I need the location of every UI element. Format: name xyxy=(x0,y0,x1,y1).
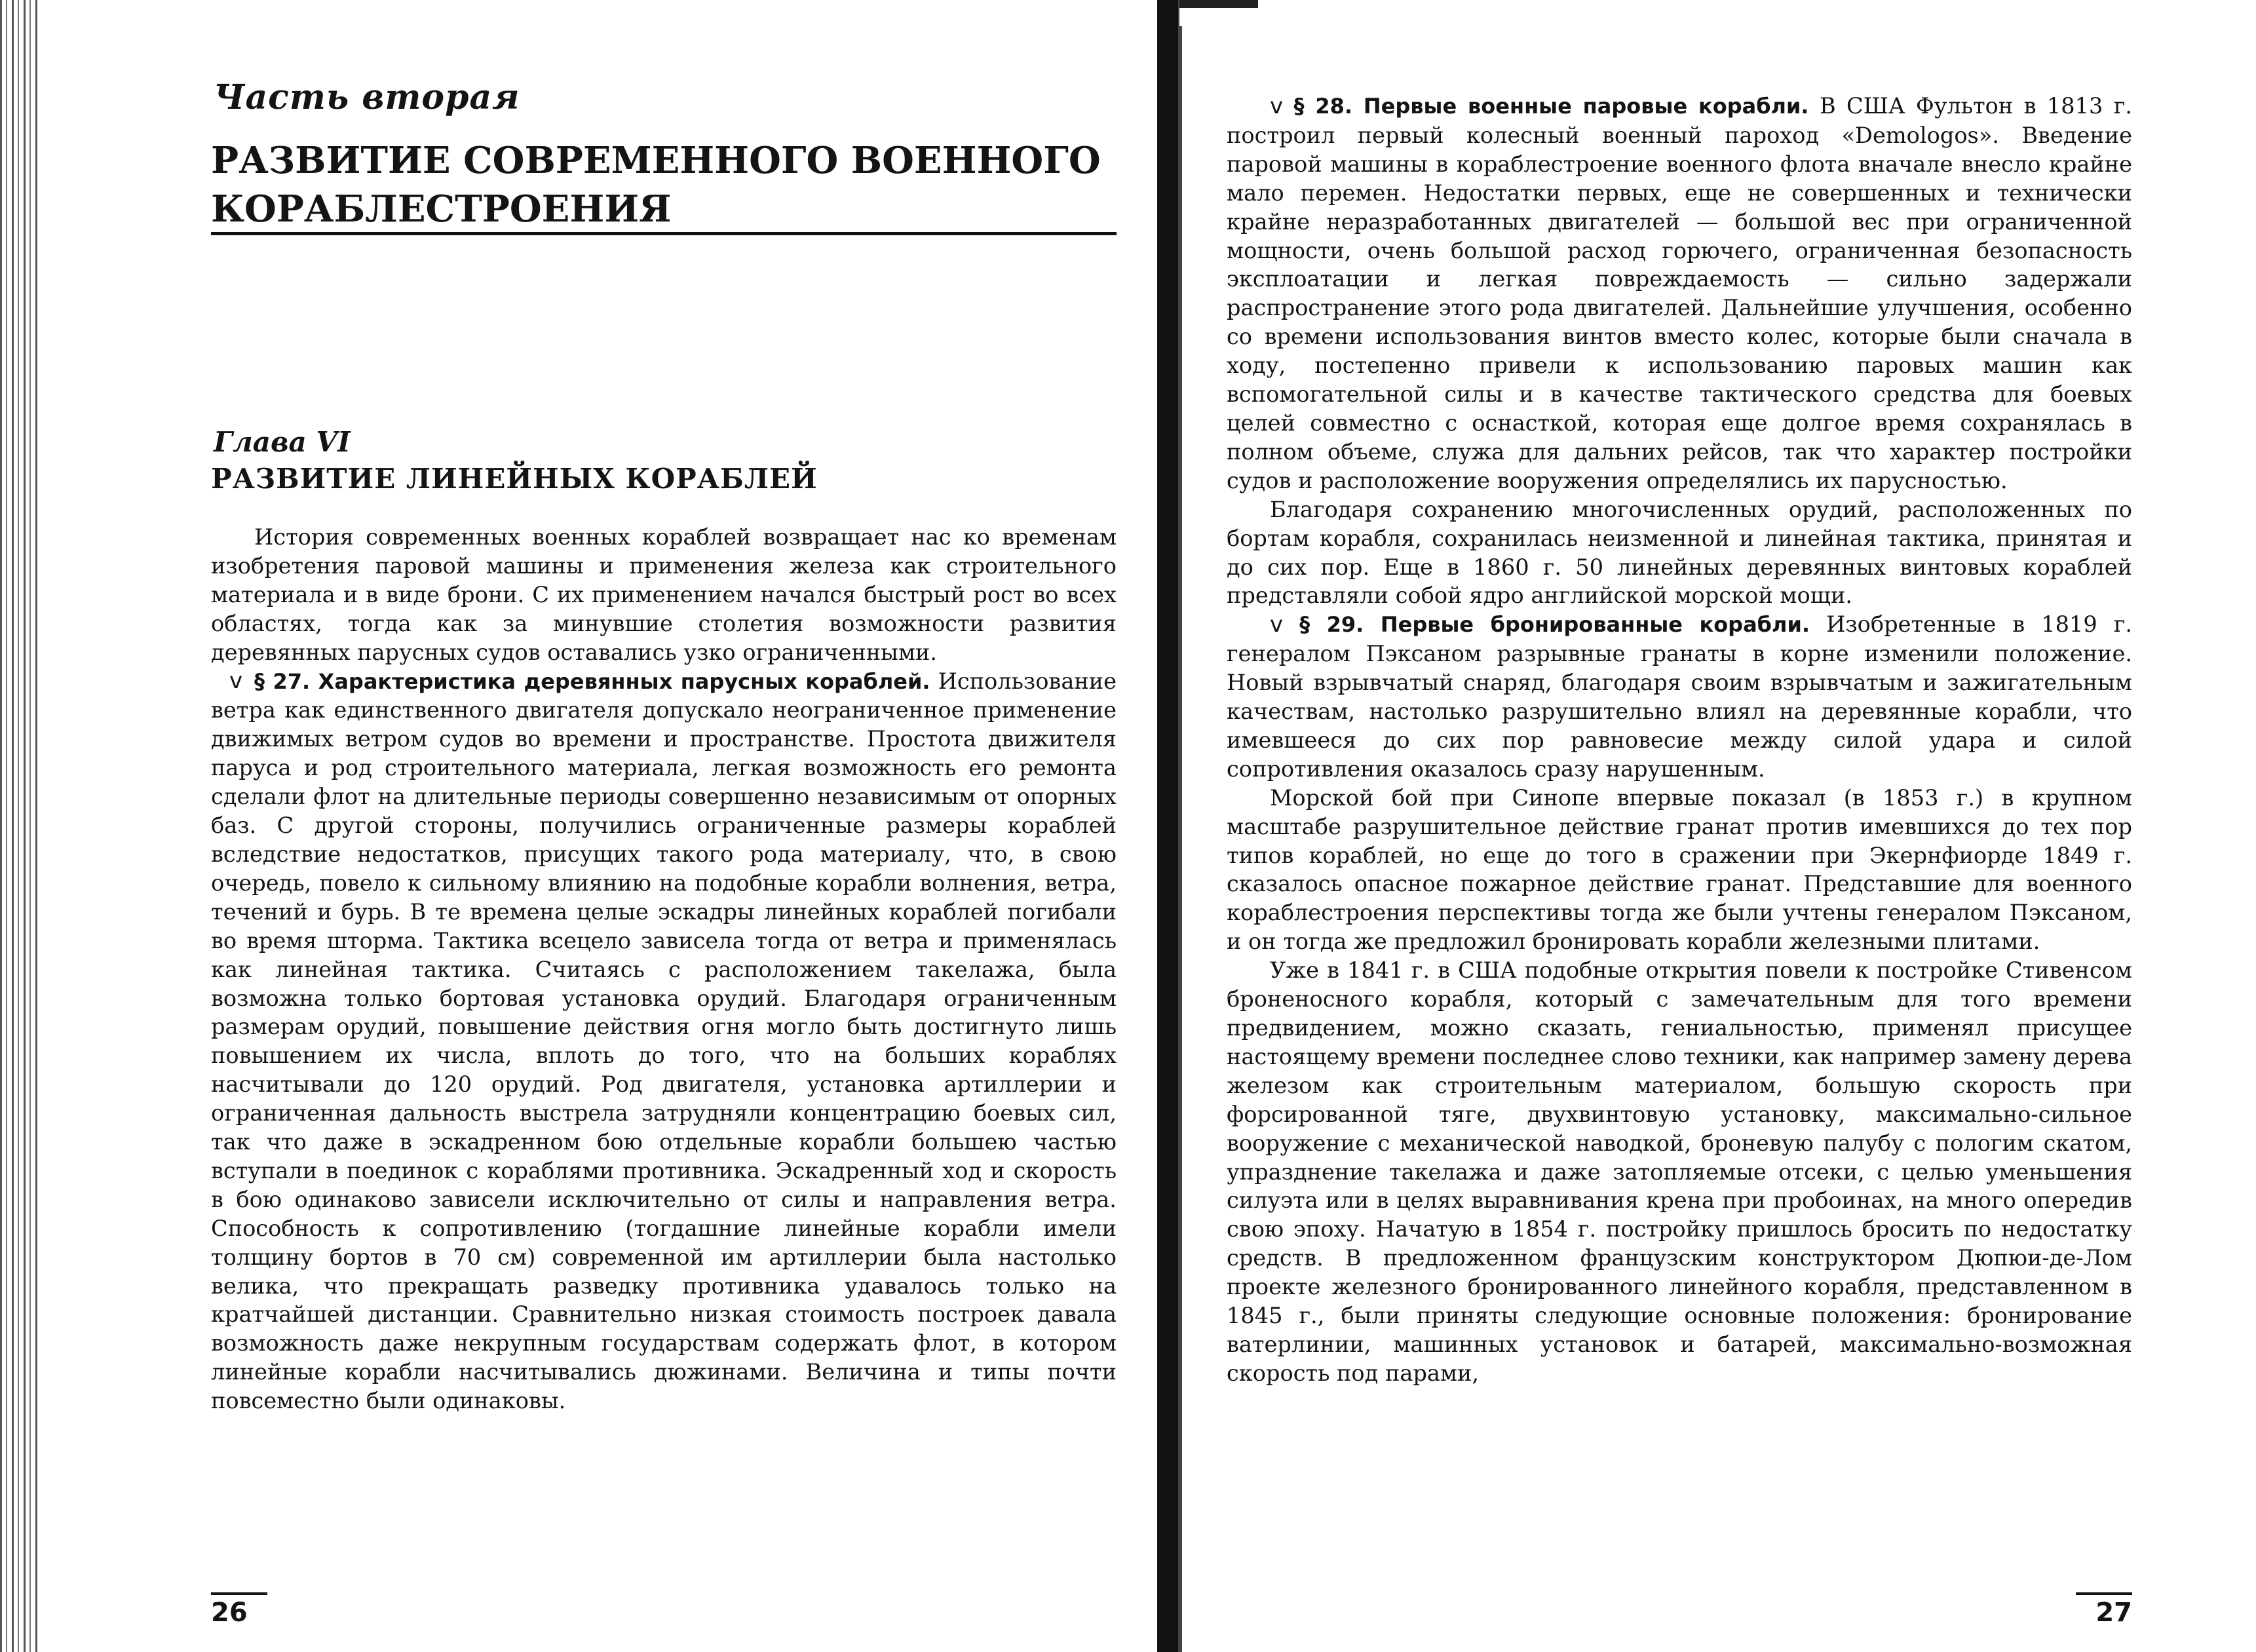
page-number-rule xyxy=(2076,1592,2132,1595)
page-number-left: 26 xyxy=(211,1598,248,1628)
check-mark-icon: v xyxy=(1270,93,1284,119)
section-27-text: Использование ветра как единственного двигателя допускало неограниченное применение движимых ветром судов во времени и пространстве. Простота движителя паруса и род строительного материала, легкая возможность его ремонта сделали флот на длительные периоды совершенно независимым от опорных баз. С другой стороны, получились ограниченные размеры кораблей вследствие недостатков, присущих такого рода материалу, что, в свою очередь, повело к сильному влиянию на подобные корабли волнения, ветра, течений и бурь. В те времена целые эскадры линейных кораблей погибали во время шторма. Тактика всецело зависела тогда от ветра и применялась как линейная тактика. Считаясь с расположением такелажа, была возможна только бортовая установка орудий. Благодаря ограниченным размерам орудий, повышение действия огня могло быть достигнуто лишь повышением их числа, вплоть до того, что на больших кораблях насчитывали до 120 орудий. Род двигателя, установка артиллерии и ограниченная дальность выстрела затрудняли концентрацию боевых сил, так что даже в эскадренном бою отдельные корабли большею частью вступали в поединок с кораблями противника. Эскадренный ход и скорость в бою одинаково зависели исключительно от силы и направления ветра. Способность к сопротивлению (тогдашние линейные корабли имели толщину бортов в 70 см) современной им артиллерии была настолько велика, что прекращать разведку противника удавалось только на кратчайшей дистанции. Сравнительно низкая стоимость построек давала возможность даже некрупным государствам содержать флот, в котором линейные корабли насчитывались дюжинами. Величина и типы почти повсеместно были одинаковы. xyxy=(211,668,1117,1414)
section-29-paragraph-2: Морской бой при Синопе впервые показал (в 1853 г.) в крупном масштабе разрушительное действие гранат против имевшихся до тех пор типов кораблей, но еще до того в сражении при Экернфиорде 1849 г. сказалось опасное пожарное действие гранат. Представшие для военного кораблестроения перспективы тогда же были учтены генералом Пэксаном, и он тогда же предложил бронировать корабли железными плитами. xyxy=(1227,784,2132,955)
section-28-paragraph-2: Благодаря сохранению многочисленных орудий, расположенных по бортам корабля, сохранилась неизменной и линейная тактика, принятая и до сих пор. Еще в 1860 г. 50 линейных деревянных винтовых кораблей представляли собой ядро английской морской мощи. xyxy=(1227,496,2132,609)
check-mark-icon: v xyxy=(229,667,243,694)
left-body-text xyxy=(211,523,1117,1415)
section-27-paragraph xyxy=(211,667,1117,1416)
chapter-label: Глава VI xyxy=(214,426,351,458)
page-number-rule xyxy=(211,1592,267,1595)
section-28-paragraph xyxy=(1227,92,2132,495)
main-title-line1: РАЗВИТИЕ СОВРЕМЕННОГО ВОЕННОГО xyxy=(211,139,1101,182)
section-29-paragraph xyxy=(1227,610,2132,783)
section-27-heading: § 27. Характеристика деревянных парусных кораблей. xyxy=(254,668,930,694)
main-title-line2: КОРАБЛЕСТРОЕНИЯ xyxy=(211,187,672,231)
section-29-paragraph-3: Уже в 1841 г. в США подобные открытия повели к постройке Стивенсом броненосного корабля, который с замечательным для того времени предвидением, можно сказать, гениальностью, применял присущее настоящему времени последнее слово техники, как например замену дерева железом как строительным материалом, большую скорость при форсированной тяге, двухвинтовую установку, максимально-сильное вооружение с механической наводкой, броневую палубу с пологим скатом, упразднение такелажа и даже затопляемые отсеки, с целью уменьшения силуэта или в целях выравнивания крена при пробоинах, на много опередив свою эпоху. Начатую в 1854 г. постройку пришлось бросить по недостатку средств. В предложенном французским конструктором Дюпюи-де-Лом проекте железного бронированного линейного корабля, представленном в 1845 г., были приняты следующие основные положения: бронирование ватерлинии, машинных установок и батарей, максимально-возможная скорость под парами, xyxy=(1227,957,2132,1386)
left-binding-edge xyxy=(0,0,39,1652)
intro-paragraph: История современных военных кораблей возвращает нас ко временам изобретения паровой машины и применения железа как строительного материала и в виде брони. С их применением начался быстрый рост во всех областях, тогда как за минувшие столетия возможности развития деревянных парусных судов оставались узко ограниченными. xyxy=(211,524,1117,665)
part-title: Часть вторая xyxy=(214,77,520,117)
main-title xyxy=(211,136,1117,233)
section-28-text: В США Фультон в 1813 г. построил первый колесный военный пароход «Demologos». Введение паровой машины в кораблестроение военного флота вначале внесло крайне мало перемен. Недостатки первых, еще не совершенных и технически крайне неразработанных двигателей — большой вес при ограниченной мощности, очень большой расход горючего, ограниченная безопасность эксплоатации и легкая повреждаемость — сильно задержали распространение этого рода двигателей. Дальнейшие улучшения, особенно со времени использования винтов вместо колес, которые были сначала в ходу, постепенно привели к использованию паровых машин как вспомогательной силы и в качестве тактического средства для боевых целей совместно с оснасткой, которая еще долгое время сохранялась в полном объеме, служа для дальних рейсов, так что характер постройки судов и расположение вооружения определялись их парусностью. xyxy=(1227,93,2132,493)
right-body-text xyxy=(1227,92,2132,1388)
page-number-right: 27 xyxy=(2095,1598,2132,1628)
section-29-text: Изобретенные в 1819 г. генералом Пэксаном разрывные гранаты в корне изменили положение. Новый взрывчатый снаряд, благодаря своим взрывчатым и зажигательным качествам, настолько разрушительно влиял на деревянные корабли, что имевшееся до сих пор равновесие между силой удара и силой сопротивления оказалось сразу нарушенным. xyxy=(1227,611,2132,782)
section-28-heading: § 28. Первые военные паровые корабли. xyxy=(1293,94,1809,119)
gutter-scan-artifact xyxy=(1179,0,1258,26)
center-gutter-shadow xyxy=(1152,0,1182,1652)
check-mark-icon: v xyxy=(1270,611,1284,638)
title-rule xyxy=(211,232,1117,235)
chapter-title: РАЗВИТИЕ ЛИНЕЙНЫХ КОРАБЛЕЙ xyxy=(211,463,818,495)
section-29-heading: § 29. Первые бронированные корабли. xyxy=(1299,612,1810,638)
